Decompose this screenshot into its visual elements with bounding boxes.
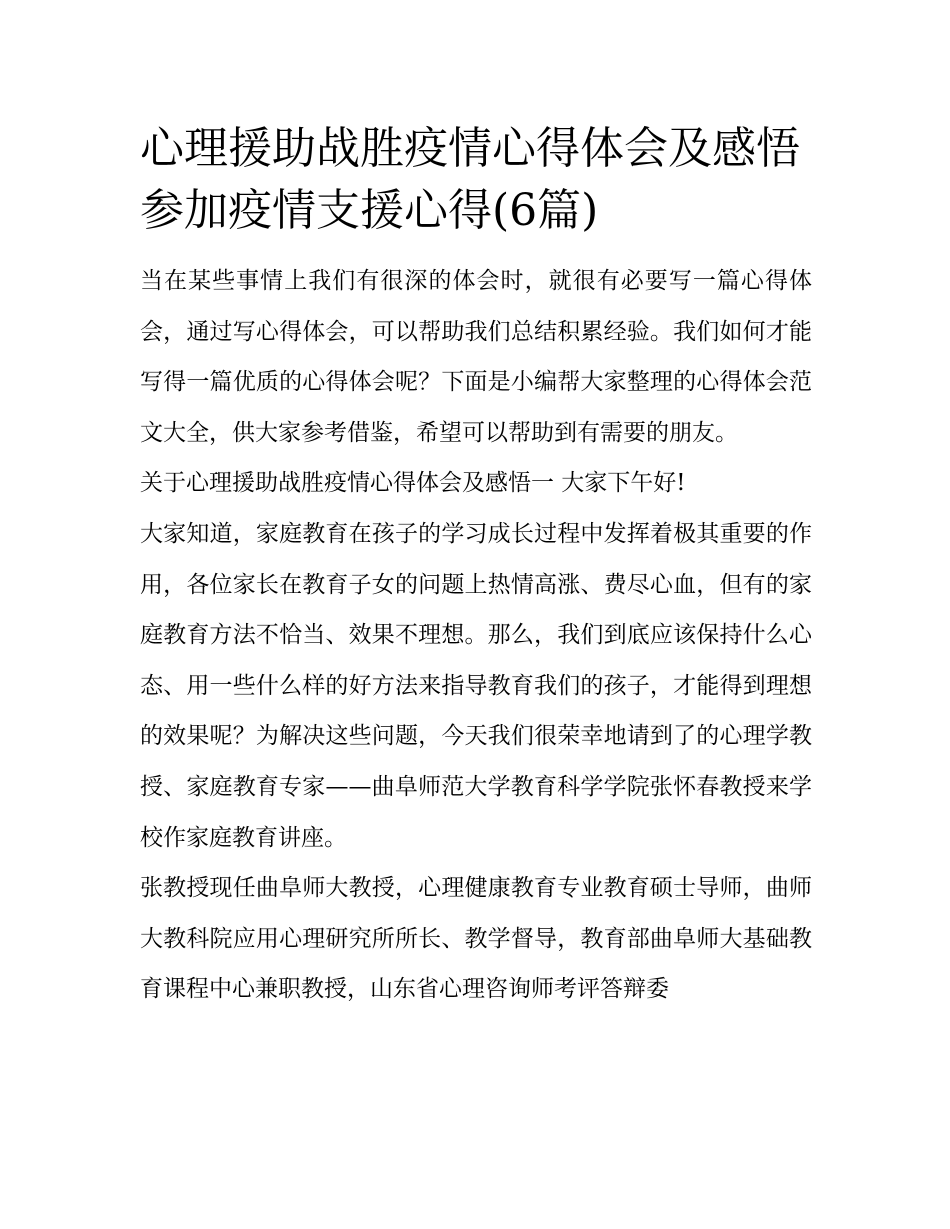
paragraph-section-heading: 关于心理援助战胜疫情心得体会及感悟一 大家下午好!: [140, 470, 686, 497]
document-title: 心理援助战胜疫情心得体会及感悟 参加疫情支援心得(6篇): [140, 123, 800, 236]
paragraph-professor-intro: 张教授现任曲阜师大教授，心理健康教育专业教育硕士导师，曲师大教科院应用心理研究所所长、教学督导，教育部曲阜师大基础教育课程中心兼职教授，山东省心理咨询师考评答辩委: [140, 875, 812, 1003]
paragraph-family-education: 大家知道，家庭教育在孩子的学习成长过程中发挥着极其重要的作用，各位家长在教育子女的问题上热情高涨、费尽心血，但有的家庭教育方法不恰当、效果不理想。那么，我们到底应该保持什么心态、用一些什么样的好方法来指导教育我们的孩子，才能得到理想的效果呢？为解决这些问题，今天我们很荣幸地请到了的心理学教授、家庭教育专家——曲阜师范大学教育科学学院张怀春教授来学校作家庭教育讲座。: [140, 520, 812, 851]
paragraph-intro: 当在某些事情上我们有很深的体会时，就很有必要写一篇心得体会，通过写心得体会，可以帮助我们总结积累经验。我们如何才能写得一篇优质的心得体会呢？下面是小编帮大家整理的心得体会范文大全，供大家参考借鉴，希望可以帮助到有需要的朋友。: [140, 268, 812, 446]
document-body: [140, 256, 812, 1015]
document-content: [140, 118, 812, 1015]
